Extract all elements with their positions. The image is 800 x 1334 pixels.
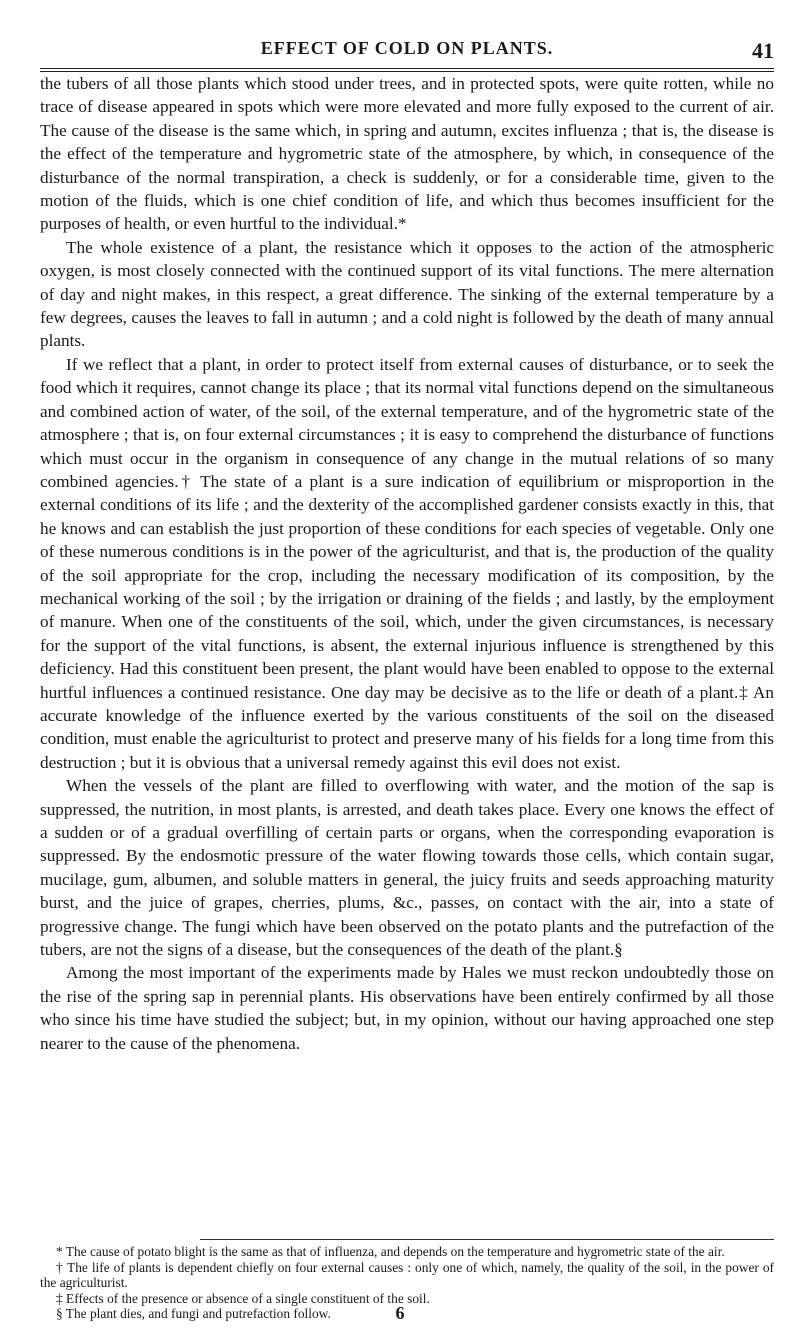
footnote: ‡ Effects of the presence or absence of a single constituent of the soil. bbox=[56, 1290, 430, 1306]
paragraph: If we reflect that a plant, in order to protect itself from external causes of disturbance, or to seek the food which it requires, cannot change its place ; that its normal vital functions depend on the simultaneous and combined action of water, of the soil, of the external temperature, and of the hygrometric state of the atmosphere ; that is, on four external circumstances ; it is easy to comprehend the disturbance of functions which must occur in the organism in consequence of any change in the mutual relations of so many combined agencies.† The state of a plant is a sure indication of equilibrium or misproportion in the external conditions of its life ; and the dexterity of the accomplished gardener consists exactly in this, that he knows and can establish the just proportion of these conditions for each species of vegetable. Only one of these numerous conditions is in the power of the agriculturist, and that is, the production of the quality of the soil appropriate for the crop, including the necessary modification of its composition, by the mechanical working of the soil ; by the irrigation or draining of the fields ; and lastly, by the employment of manure. When one of the constituents of the soil, which, under the given circumstances, is necessary for the support of the vital functions, is absent, the external injurious influence is strengthened by this deficiency. Had this constituent been present, the plant would have been enabled to oppose to the external hurtful influences a continued resistance. One day may be decisive as to the life or death of a plant.‡ An accurate knowledge of the influence exerted by the various constituents of the soil on the diseased condition, must enable the agriculturist to protect and preserve many of his fields for a long time from this destruction ; but it is obvious that a universal remedy against this evil does not exist. bbox=[40, 354, 774, 772]
page-number: 41 bbox=[752, 38, 774, 63]
page-header bbox=[40, 38, 774, 66]
paragraph: When the vessels of the plant are filled to overflowing with water, and the motion of the sap is suppressed, the nutrition, in most plants, is arrested, and death takes place. Every one knows the effect of a sudden or of a gradual overfilling of certain parts or organs, when the corresponding evaporation is suppressed. By the endosmotic pressure of the water flowing towards those cells, which contain sugar, mucilage, gum, albumen, and soluble matters in general, the juicy fruits and seeds approaching maturity burst, and the juice of grapes, cherries, plums, &c., passes, on contact with the air, into a state of progressive change. The fungi which have been observed on the potato plants and the putrefaction of the tubers, are not the signs of a disease, but the consequences of the death of the plant.§ bbox=[40, 776, 774, 960]
footnote: § The plant dies, and fungi and putrefaction follow. bbox=[56, 1306, 331, 1322]
paragraph: The whole existence of a plant, the resistance which it opposes to the action of the atmospheric oxygen, is most closely connected with the continued support of its vital functions. The mere alternation of day and night makes, in this respect, a great difference. The sinking of the external temperature by a few degrees, causes the leaves to fall in autumn ; and a cold night is followed by the death of many annual plants. bbox=[40, 237, 774, 351]
footnote: * The cause of potato blight is the same as that of influenza, and depends on the temperature and hygrometric state of the air. bbox=[56, 1244, 725, 1259]
body-text bbox=[40, 72, 774, 1055]
running-title: EFFECT OF COLD ON PLANTS. bbox=[260, 38, 554, 58]
footnote-rule bbox=[200, 1239, 774, 1240]
footnote: † The life of plants is dependent chiefly on four external causes : only one of which, namely, the quality of the soil, in the power of the agriculturist. bbox=[40, 1259, 774, 1291]
signature-mark: 6 bbox=[395, 1303, 405, 1323]
paragraph: the tubers of all those plants which stood under trees, and in protected spots, were quite rotten, while no trace of disease appeared in spots which were more elevated and more fully exposed to the current of air. The cause of the disease is the same which, in spring and autumn, excites influenza ; that is, the disease is the effect of the temperature and hygrometric state of the atmosphere, by which, in consequence of the disturbance of the normal transpiration, a check is suddenly, or for a considerable time, given to the motion of the fluids, which is one chief condition of life, and which thus becomes insufficient for the purposes of health, or even hurtful to the individual.* bbox=[40, 74, 774, 234]
paragraph: Among the most important of the experiments made by Hales we must reckon undoubtedly those on the rise of the spring sap in perennial plants. His observations have been entirely confirmed by all those who since his time have studied the subject; but, in my opinion, without our having approached one step nearer to the cause of the phenomena. bbox=[40, 963, 774, 1053]
